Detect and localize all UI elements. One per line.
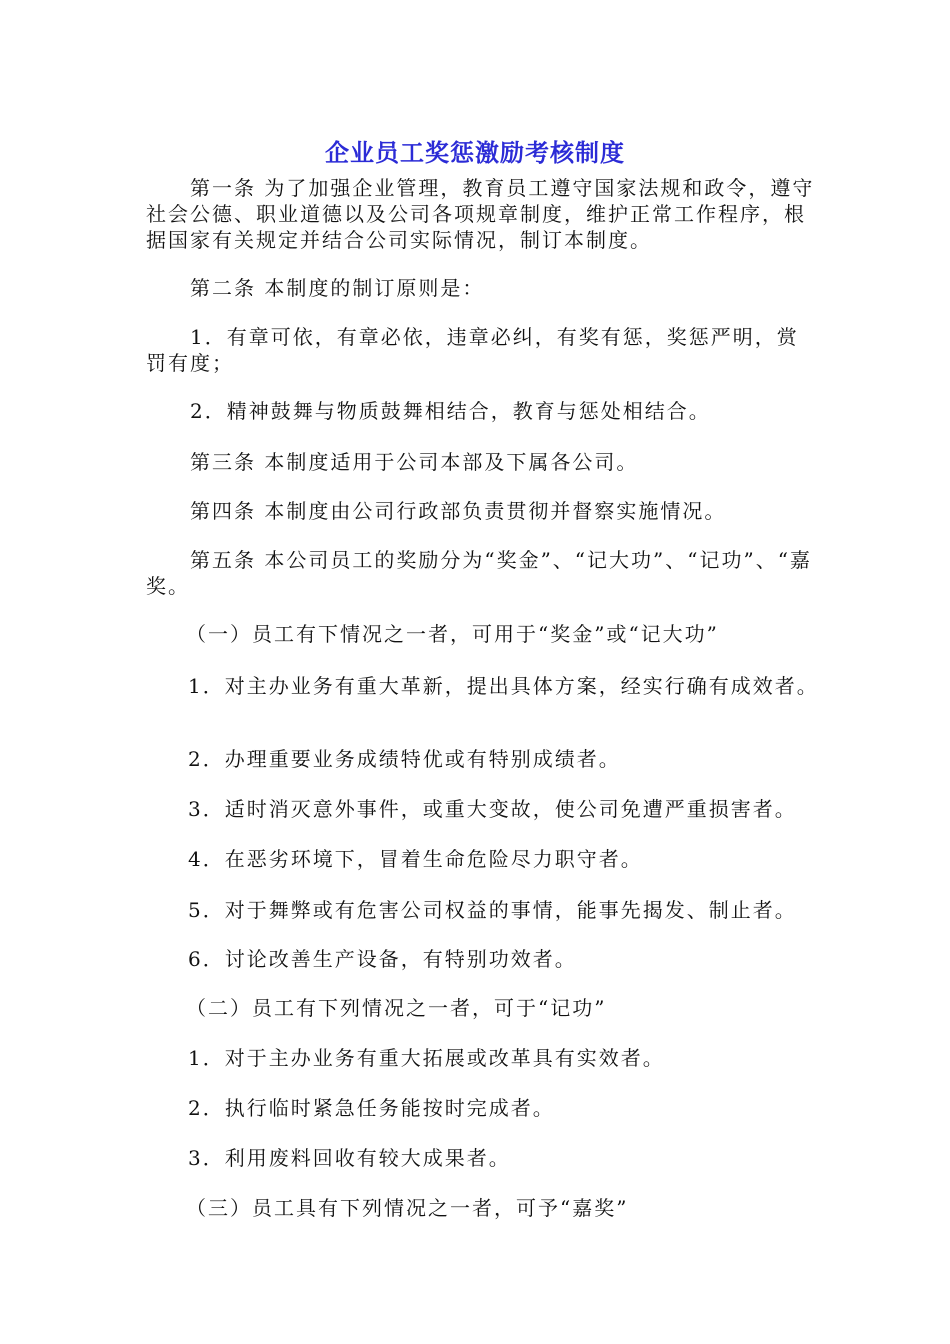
section-1-item: 5．对于舞弊或有危害公司权益的事情，能事先揭发、制止者。 [188, 898, 797, 922]
article-3: 第三条 本制度适用于公司本部及下属各公司。 [190, 450, 639, 474]
section-3-heading: （三）员工具有下列情况之一者，可予“嘉奖” [186, 1196, 629, 1220]
document-title: 企业员工奖惩激励考核制度 [325, 139, 625, 167]
section-1-item: 6．讨论改善生产设备，有特别功效者。 [188, 947, 577, 971]
section-1-heading: （一）员工有下情况之一者，可用于“奖金”或“记大功” [186, 622, 719, 646]
article-2: 第二条 本制度的制订原则是： [190, 276, 485, 300]
article-1: 第一条 为了加强企业管理，教育员工遵守国家法规和政令，遵守社会公德、职业道德以及公司各项规章制度，维护正常工作程序，根据国家有关规定并结合公司实际情况，制订本制度。 [146, 176, 815, 252]
section-1-item: 2．办理重要业务成绩特优或有特别成绩者。 [188, 747, 621, 771]
section-2-item: 3．利用废料回收有较大成果者。 [188, 1146, 511, 1170]
section-2-heading: （二）员工有下列情况之一者，可于“记功” [186, 996, 607, 1020]
article-4: 第四条 本制度由公司行政部负责贯彻并督察实施情况。 [190, 499, 727, 523]
section-2-item: 1．对于主办业务有重大拓展或改革具有实效者。 [188, 1046, 665, 1070]
principle-2: 2．精神鼓舞与物质鼓舞相结合，教育与惩处相结合。 [190, 399, 711, 423]
principle-1: 1．有章可依，有章必依，违章必纠，有奖有惩，奖惩严明，赏罚有度； [146, 325, 799, 375]
section-1-item: 4．在恶劣环境下，冒着生命危险尽力职守者。 [188, 847, 643, 871]
section-2-item: 2．执行临时紧急任务能按时完成者。 [188, 1096, 555, 1120]
section-1-item: 3．适时消灭意外事件，或重大变故，使公司免遭严重损害者。 [188, 797, 797, 821]
section-1-item: 1．对主办业务有重大革新，提出具体方案，经实行确有成效者。 [188, 674, 819, 698]
article-5: 第五条 本公司员工的奖励分为“奖金”、“记大功”、“记功”、“嘉奖。 [146, 548, 812, 598]
